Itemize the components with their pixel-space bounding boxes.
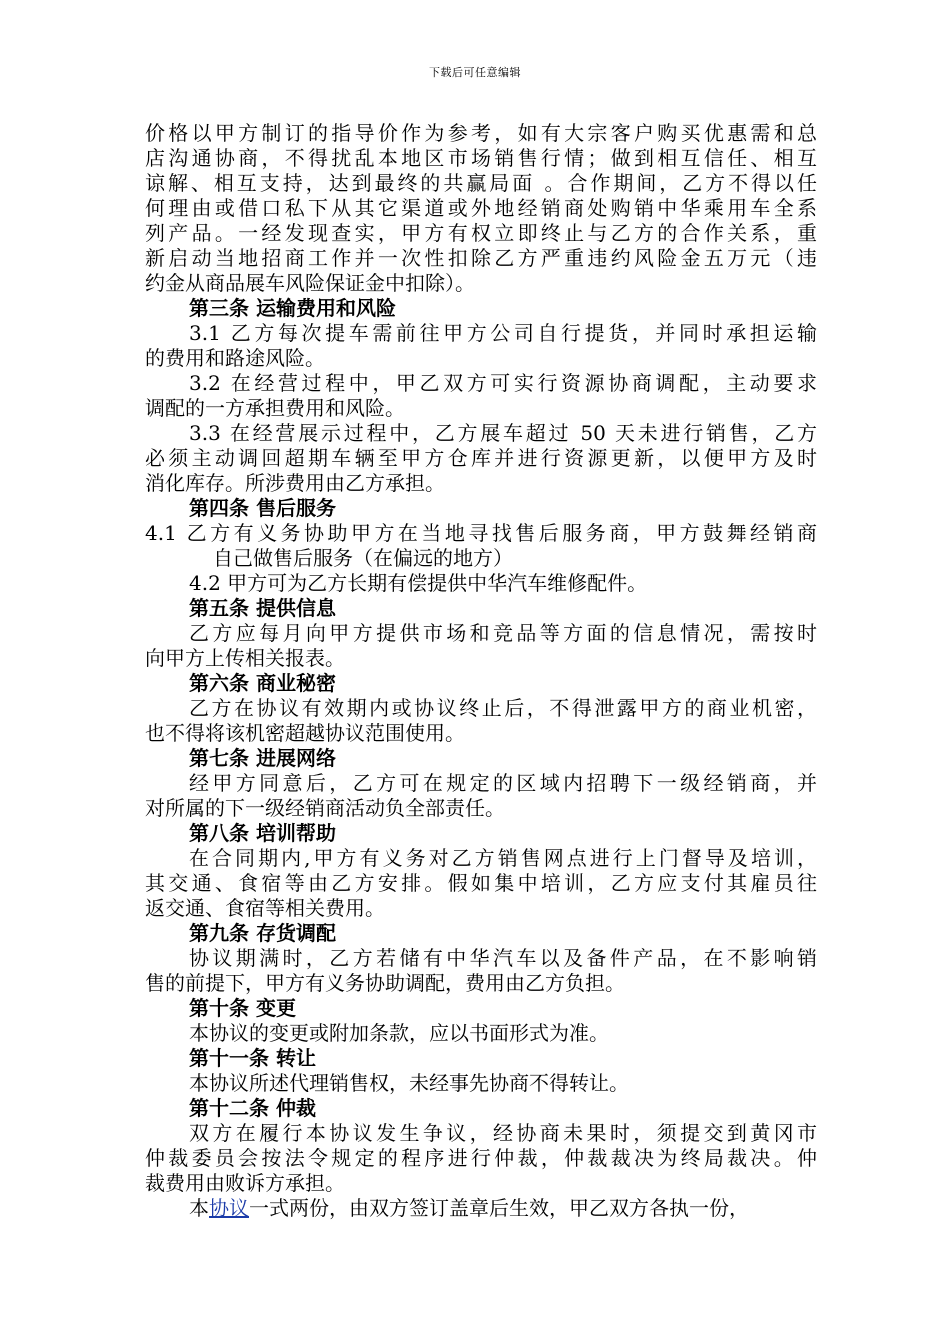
body-line: 也不得将该机密超越协议范围使用。	[145, 721, 465, 745]
article-5-heading: 第五条 提供信息	[189, 596, 336, 620]
article-10-heading: 第十条 变更	[189, 996, 296, 1020]
body-line: 对所属的下一级经销商活动负全部责任。	[145, 796, 505, 820]
article-7-heading: 第七条 进展网络	[189, 746, 336, 770]
clause-4-1: 4.1 乙方有义务协助甲方在当地寻找售后服务商，甲方鼓舞经销商	[145, 521, 817, 545]
clause-3-1: 3.1 乙方每次提车需前往甲方公司自行提货，并同时承担运输	[189, 321, 817, 345]
body-line: 店沟通协商，不得扰乱本地区市场销售行情；做到相互信任、相互	[145, 146, 817, 170]
body-line: 仲裁委员会按法令规定的程序进行仲裁，仲裁裁决为终局裁决。仲	[145, 1146, 817, 1170]
body-line: 返交通、食宿等相关费用。	[145, 896, 385, 920]
clause-4-2: 4.2 甲方可为乙方长期有偿提供中华汽车维修配件。	[189, 571, 648, 595]
body-line: 必须主动调回超期车辆至甲方仓库并进行资源更新，以便甲方及时	[145, 446, 817, 470]
body-line: 列产品。一经发现查实，甲方有权立即终止与乙方的合作关系，重	[145, 221, 817, 245]
final-line-prefix: 本	[189, 1196, 209, 1220]
body-line: 约金从商品展车风险保证金中扣除）。	[145, 271, 475, 295]
body-line: 其交通、食宿等由乙方安排。假如集中培训，乙方应支付其雇员往	[145, 871, 817, 895]
article-3-heading: 第三条 运输费用和风险	[189, 296, 396, 320]
body-line: 新启动当地招商工作并一次性扣除乙方严重违约风险金五万元（违	[145, 246, 817, 270]
body-line: 何理由或借口私下从其它渠道或外地经销商处购销中华乘用车全系	[145, 196, 817, 220]
body-line: 双方在履行本协议发生争议，经协商未果时，须提交到黄冈市	[189, 1121, 817, 1145]
final-line-suffix: 一式两份，由双方签订盖章后生效，甲乙双方各执一份，	[249, 1196, 749, 1220]
agreement-link[interactable]: 协议	[209, 1196, 249, 1220]
download-note: 下载后可任意编辑	[429, 66, 521, 79]
article-11-heading: 第十一条 转让	[189, 1046, 316, 1070]
body-line: 裁费用由败诉方承担。	[145, 1171, 345, 1195]
clause-3-2: 3.2 在经营过程中，甲乙双方可实行资源协商调配，主动要求	[189, 371, 817, 395]
body-line: 价格以甲方制订的指导价作为参考，如有大宗客户购买优惠需和总	[145, 121, 817, 145]
body-line: 消化库存。所涉费用由乙方承担。	[145, 471, 445, 495]
body-line: 谅解、相互支持，达到最终的共赢局面 。合作期间，乙方不得以任	[145, 171, 817, 195]
body-line: 经甲方同意后，乙方可在规定的区域内招聘下一级经销商，并	[189, 771, 817, 795]
article-9-heading: 第九条 存货调配	[189, 921, 336, 945]
article-8-heading: 第八条 培训帮助	[189, 821, 336, 845]
body-line: 在合同期内,甲方有义务对乙方销售网点进行上门督导及培训，	[189, 846, 817, 870]
body-line: 乙方应每月向甲方提供市场和竞品等方面的信息情况，需按时	[189, 621, 817, 645]
body-line: 本协议的变更或附加条款，应以书面形式为准。	[189, 1021, 609, 1045]
body-line: 自己做售后服务（在偏远的地方）	[213, 546, 513, 570]
body-line: 售的前提下，甲方有义务协助调配，费用由乙方负担。	[145, 971, 625, 995]
body-line: 乙方在协议有效期内或协议终止后，不得泄露甲方的商业机密，	[189, 696, 817, 720]
body-line: 本协议所述代理销售权，未经事先协商不得转让。	[189, 1071, 629, 1095]
body-line: 向甲方上传相关报表。	[145, 646, 345, 670]
article-6-heading: 第六条 商业秘密	[189, 671, 336, 695]
document-body	[145, 121, 817, 1221]
body-line: 协议期满时，乙方若储有中华汽车以及备件产品，在不影响销	[189, 946, 817, 970]
clause-3-3: 3.3 在经营展示过程中，乙方展车超过 50 天未进行销售，乙方	[189, 421, 817, 445]
body-line: 调配的一方承担费用和风险。	[145, 396, 405, 420]
article-12-heading: 第十二条 仲裁	[189, 1096, 316, 1120]
body-line: 的费用和路途风险。	[145, 346, 325, 370]
final-line	[145, 1196, 817, 1221]
article-4-heading: 第四条 售后服务	[189, 496, 336, 520]
